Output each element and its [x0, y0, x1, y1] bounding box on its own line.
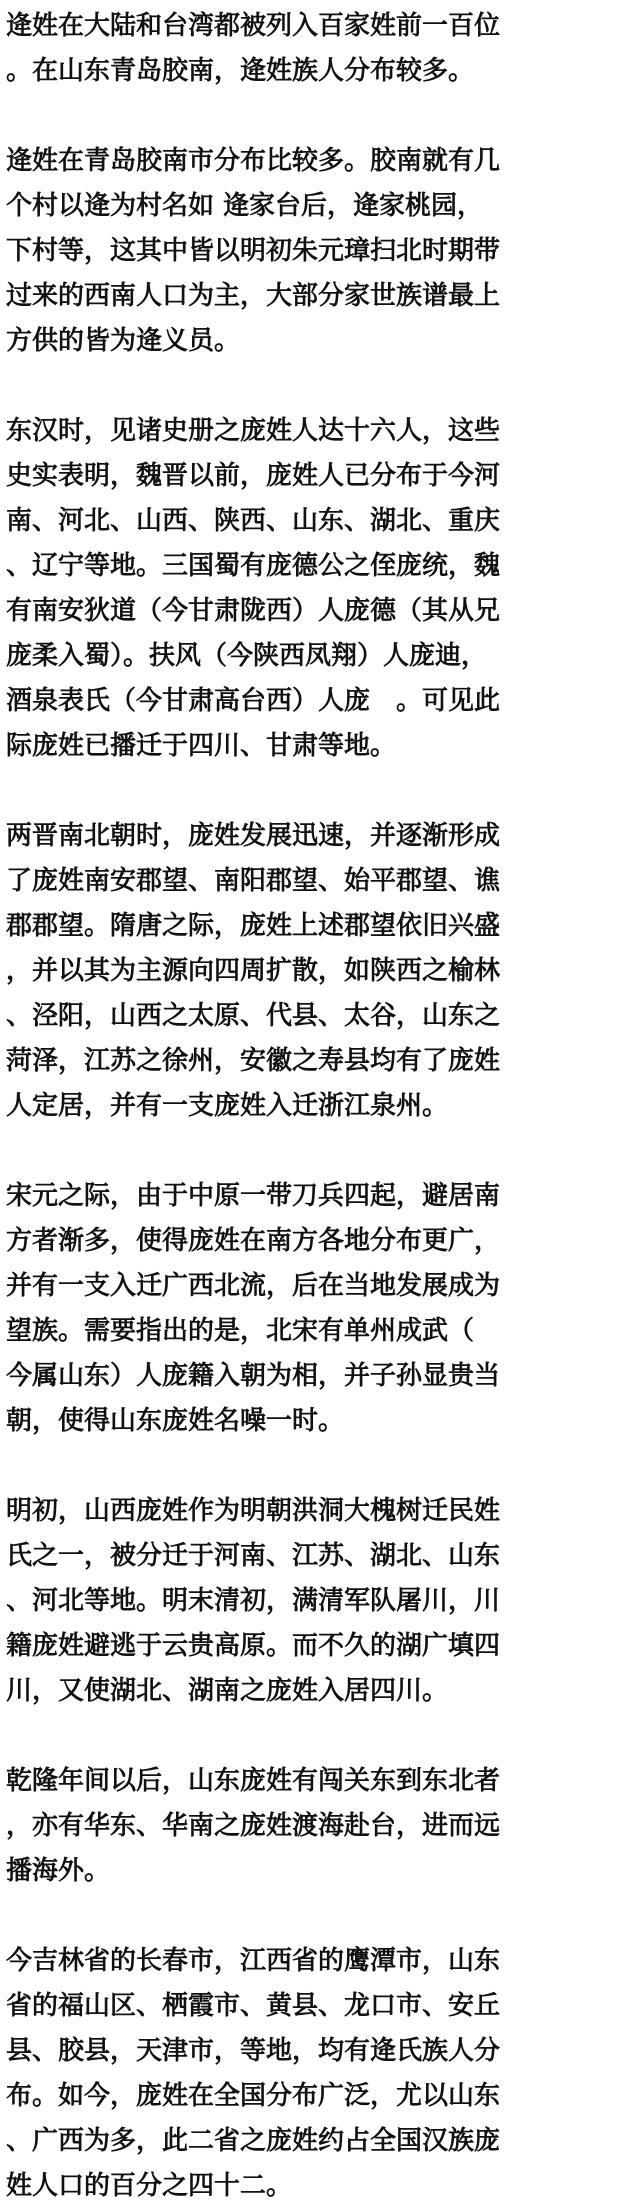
text-line: 东汉时，见诸史册之庞姓人达十六人，这些: [6, 416, 501, 446]
text-line: 布。如今，庞姓在全国分布广泛，尤以山东: [6, 2081, 501, 2111]
text-line: 今吉林省的长春市，江西省的鹰潭市，山东: [6, 1946, 501, 1976]
text-line: ，并以其为主源向四周扩散，如陕西之榆林: [6, 956, 501, 986]
text-line: 庞柔入蜀）。扶风（今陕西凤翔）人庞迪，: [6, 641, 488, 671]
text-line: 乾隆年间以后，山东庞姓有闯关东到东北者: [6, 1766, 501, 1796]
text-line: ，亦有华东、华南之庞姓渡海赴台，进而远: [6, 1811, 501, 1841]
text-line: 并有一支入迁广西北流，后在当地发展成为: [6, 1271, 501, 1301]
text-line: 、辽宁等地。三国蜀有庞德公之侄庞统，魏: [6, 551, 501, 581]
text-line: 、泾阳，山西之太原、代县、太谷，山东之: [6, 1001, 501, 1031]
text-line: 氏之一，被分迁于河南、江苏、湖北、山东: [6, 1541, 501, 1571]
text-line: 方供的皆为逄义员。: [6, 326, 241, 356]
text-line: 过来的西南人口为主，大部分家世族谱最上: [6, 281, 501, 311]
text-line: 南、河北、山西、陕西、山东、湖北、重庆: [6, 506, 501, 536]
text-line: 了庞姓南安郡望、南阳郡望、始平郡望、谯: [6, 866, 501, 896]
text-line: 今属山东）人庞籍入朝为相，并子孙显贵当: [6, 1361, 501, 1391]
paragraph-4: [6, 814, 640, 1129]
text-line: 人定居，并有一支庞姓入迁浙江泉州。: [6, 1091, 449, 1121]
paragraph-6: [6, 1489, 640, 1714]
text-line: 方者渐多，使得庞姓在南方各地分布更广，: [6, 1226, 501, 1256]
paragraph-5: [6, 1174, 640, 1444]
text-line: 史实表明，魏晋以前，庞姓人已分布于今河: [6, 461, 501, 491]
text-line: 酒泉表氏（今甘肃高台西）人庞 。可见此: [6, 686, 501, 716]
text-line: 明初，山西庞姓作为明朝洪洞大槐树迁民姓: [6, 1496, 501, 1526]
paragraph-7: [6, 1759, 640, 1894]
text-line: 两晋南北朝时，庞姓发展迅速，并逐渐形成: [6, 821, 501, 851]
text-line: 宋元之际，由于中原一带刀兵四起，避居南: [6, 1181, 501, 1211]
text-line: 姓人口的百分之四十二。: [6, 2171, 293, 2201]
text-line: 郡郡望。隋唐之际，庞姓上述郡望依旧兴盛: [6, 911, 501, 941]
text-line: 川，又使湖北、湖南之庞姓入居四川。: [6, 1676, 449, 1706]
paragraph-2: [6, 139, 640, 364]
text-line: 、河北等地。明末清初，满清军队屠川，川: [6, 1586, 501, 1616]
text-line: 有南安狄道（今甘肃陇西）人庞德（其从兄: [6, 596, 501, 626]
paragraph-3: [6, 409, 640, 769]
text-line: 际庞姓已播迁于四川、甘肃等地。: [6, 731, 397, 761]
text-line: 个村以逄为村名如 逄家台后，逄家桃园，: [6, 191, 484, 221]
text-line: 播海外。: [6, 1856, 111, 1886]
paragraph-1: [6, 4, 640, 94]
text-line: 菏泽，江苏之徐州，安徽之寿县均有了庞姓: [6, 1046, 501, 1076]
text-line: 下村等，这其中皆以明初朱元璋扫北时期带: [6, 236, 501, 266]
text-line: 。在山东青岛胶南，逄姓族人分布较多。: [6, 56, 475, 86]
text-line: 逄姓在大陆和台湾都被列入百家姓前一百位: [6, 11, 501, 41]
text-line: 、广西为多，此二省之庞姓约占全国汉族庞: [6, 2126, 501, 2156]
text-line: 逄姓在青岛胶南市分布比较多。胶南就有几: [6, 146, 501, 176]
text-line: 省的福山区、栖霞市、黄县、龙口市、安丘: [6, 1991, 501, 2021]
text-line: 望族。需要指出的是，北宋有单州成武（: [6, 1316, 475, 1346]
text-line: 县、胶县，天津市，等地，均有逄氏族人分: [6, 2036, 501, 2066]
paragraph-8: [6, 1939, 640, 2209]
text-line: 籍庞姓避逃于云贵高原。而不久的湖广填四: [6, 1631, 501, 1661]
text-line: 朝，使得山东庞姓名噪一时。: [6, 1406, 345, 1436]
